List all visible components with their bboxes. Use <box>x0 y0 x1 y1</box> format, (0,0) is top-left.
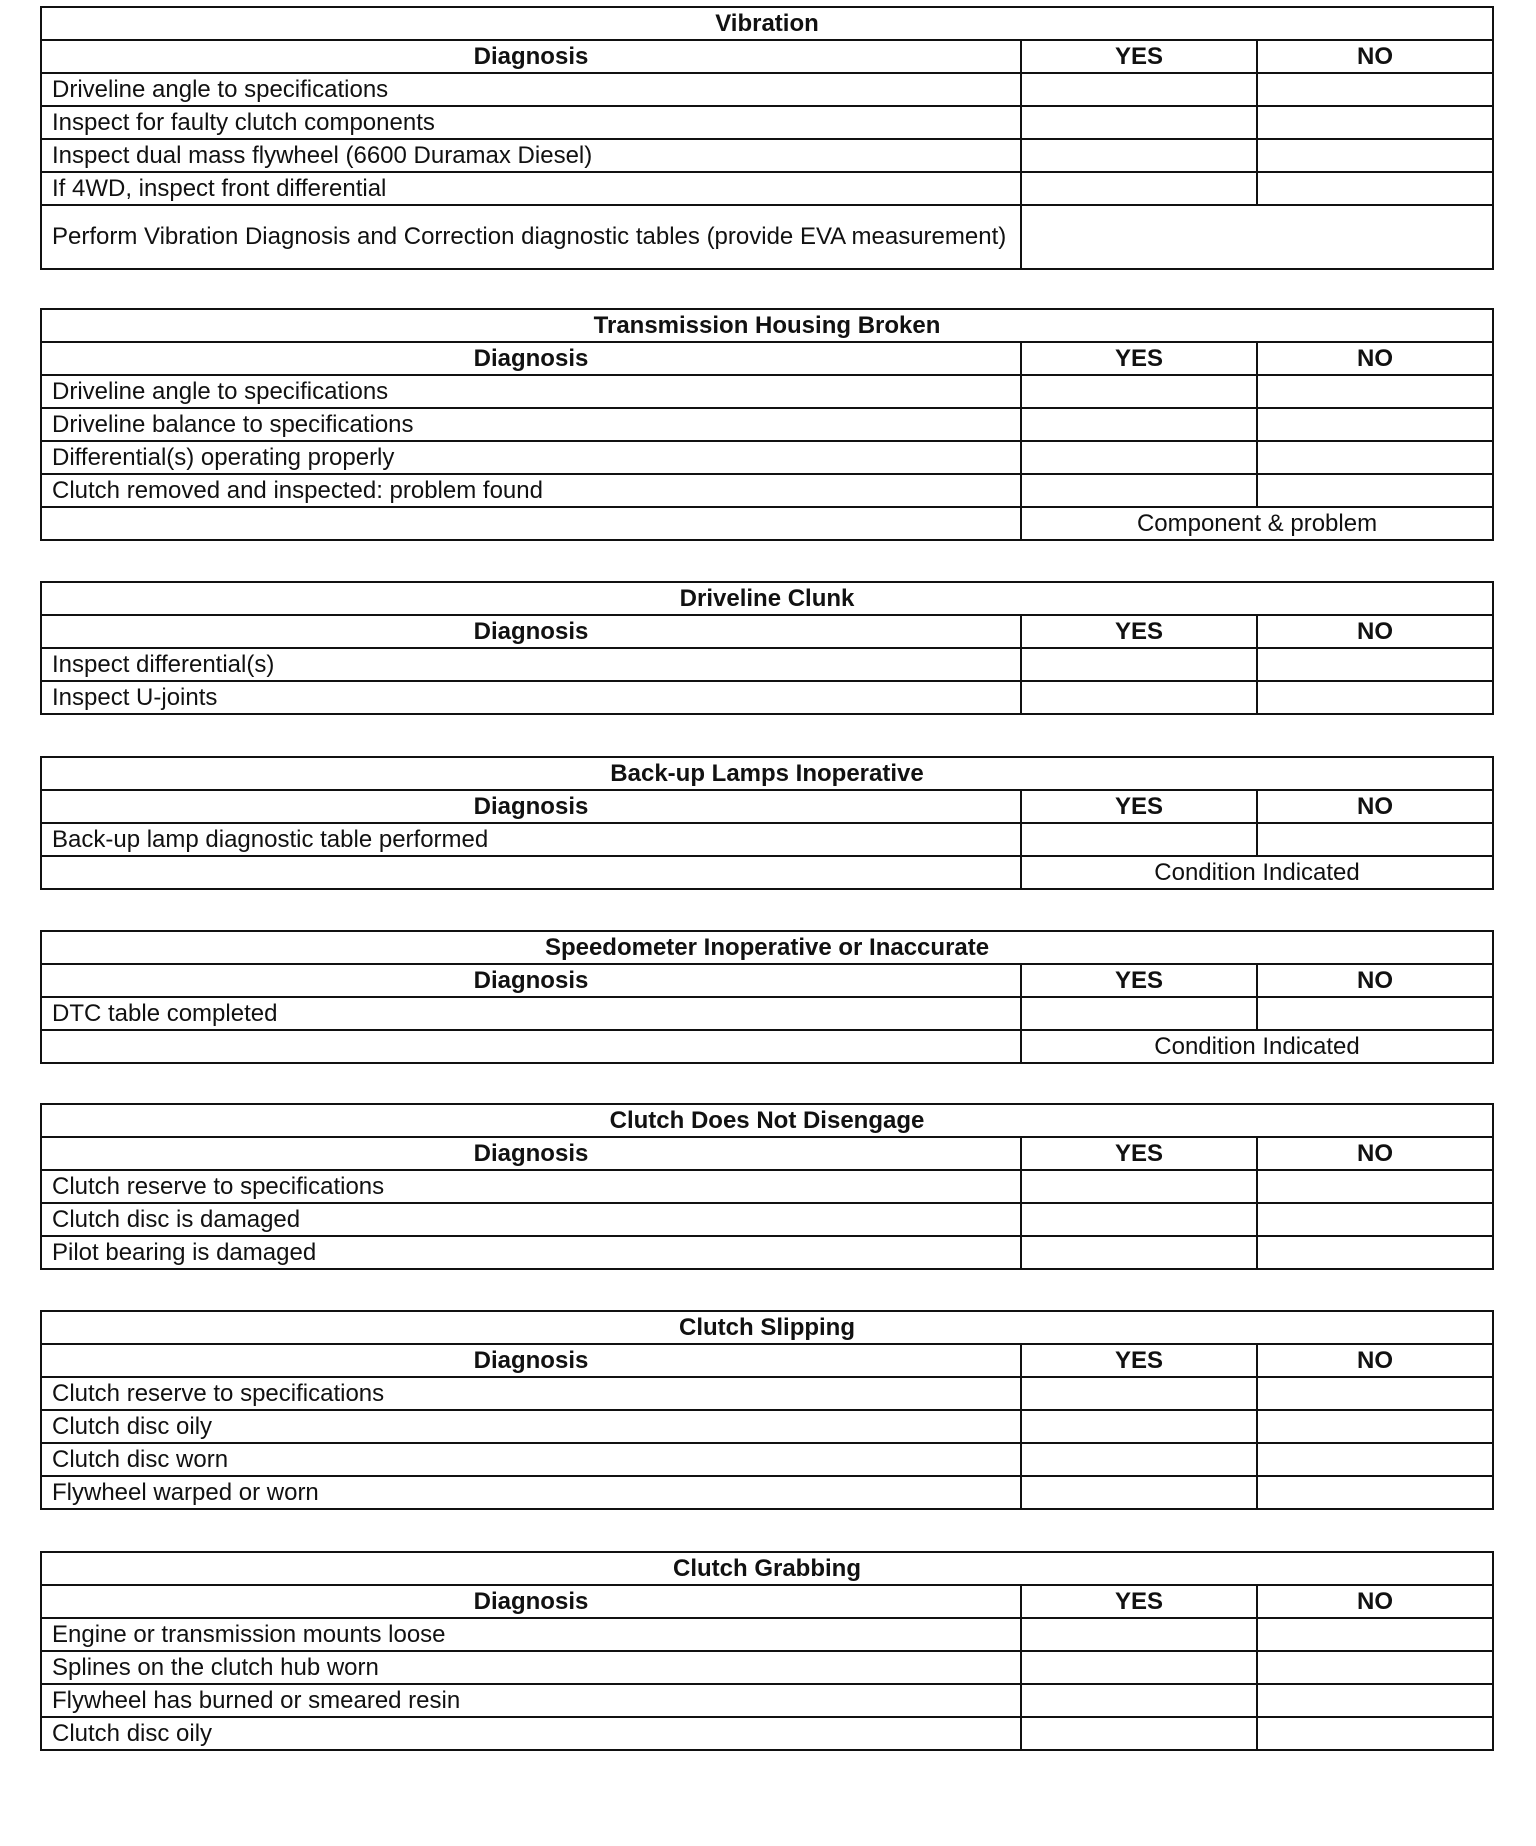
transmission-housing-table <box>40 308 1494 541</box>
condition-entry-field[interactable] <box>41 1030 1021 1063</box>
no-checkbox-cell[interactable] <box>1257 73 1493 106</box>
no-column-header: NO <box>1257 790 1493 823</box>
table-header-row <box>41 1137 1493 1170</box>
clutch-slipping-table <box>40 1310 1494 1510</box>
diagnosis-column-header: Diagnosis <box>41 1137 1021 1170</box>
yes-checkbox-cell[interactable] <box>1021 1684 1257 1717</box>
table-title: Speedometer Inoperative or Inaccurate <box>41 931 1493 964</box>
table-title-row <box>41 7 1493 40</box>
table-row <box>41 1236 1493 1269</box>
table-title-row <box>41 582 1493 615</box>
yes-checkbox-cell[interactable] <box>1021 1203 1257 1236</box>
yes-checkbox-cell[interactable] <box>1021 997 1257 1030</box>
diagnosis-item: Pilot bearing is damaged <box>41 1236 1021 1269</box>
table-row <box>41 1443 1493 1476</box>
no-checkbox-cell[interactable] <box>1257 1651 1493 1684</box>
no-checkbox-cell[interactable] <box>1257 648 1493 681</box>
no-checkbox-cell[interactable] <box>1257 681 1493 714</box>
component-problem-label: Component & problem <box>1021 507 1493 540</box>
diagnosis-item: Inspect differential(s) <box>41 648 1021 681</box>
table-row <box>41 681 1493 714</box>
yes-checkbox-cell[interactable] <box>1021 106 1257 139</box>
table-title-row <box>41 757 1493 790</box>
table-row <box>41 1203 1493 1236</box>
diagnostic-worksheet <box>40 6 1492 1751</box>
no-column-header: NO <box>1257 1344 1493 1377</box>
table-row <box>41 823 1493 856</box>
no-checkbox-cell[interactable] <box>1257 408 1493 441</box>
no-checkbox-cell[interactable] <box>1257 441 1493 474</box>
spacer <box>40 1270 1492 1310</box>
yes-column-header: YES <box>1021 615 1257 648</box>
no-checkbox-cell[interactable] <box>1257 1717 1493 1750</box>
diagnosis-item: If 4WD, inspect front differential <box>41 172 1021 205</box>
table-row <box>41 1170 1493 1203</box>
table-title-row <box>41 1104 1493 1137</box>
no-column-header: NO <box>1257 1137 1493 1170</box>
yes-checkbox-cell[interactable] <box>1021 1618 1257 1651</box>
table-row <box>41 441 1493 474</box>
diagnosis-column-header: Diagnosis <box>41 342 1021 375</box>
speedometer-table <box>40 930 1494 1064</box>
table-title: Back-up Lamps Inoperative <box>41 757 1493 790</box>
condition-indicated-label: Condition Indicated <box>1021 856 1493 889</box>
diagnosis-item: Clutch removed and inspected: problem found <box>41 474 1021 507</box>
yes-checkbox-cell[interactable] <box>1021 1377 1257 1410</box>
yes-checkbox-cell[interactable] <box>1021 441 1257 474</box>
table-row <box>41 205 1493 269</box>
diagnosis-item: Differential(s) operating properly <box>41 441 1021 474</box>
no-checkbox-cell[interactable] <box>1257 1377 1493 1410</box>
no-column-header: NO <box>1257 964 1493 997</box>
diagnosis-item: Clutch disc oily <box>41 1410 1021 1443</box>
table-row <box>41 1030 1493 1063</box>
table-row <box>41 1618 1493 1651</box>
no-checkbox-cell[interactable] <box>1257 474 1493 507</box>
diagnosis-column-header: Diagnosis <box>41 964 1021 997</box>
yes-checkbox-cell[interactable] <box>1021 681 1257 714</box>
table-row <box>41 73 1493 106</box>
yes-checkbox-cell[interactable] <box>1021 1651 1257 1684</box>
yes-checkbox-cell[interactable] <box>1021 648 1257 681</box>
diagnosis-item: Inspect for faulty clutch components <box>41 106 1021 139</box>
diagnosis-column-header: Diagnosis <box>41 615 1021 648</box>
table-row <box>41 375 1493 408</box>
no-checkbox-cell[interactable] <box>1257 823 1493 856</box>
diagnosis-item: Driveline angle to specifications <box>41 73 1021 106</box>
table-row <box>41 507 1493 540</box>
table-row <box>41 172 1493 205</box>
diagnosis-column-header: Diagnosis <box>41 40 1021 73</box>
spacer <box>40 541 1492 581</box>
yes-column-header: YES <box>1021 964 1257 997</box>
clutch-grabbing-table <box>40 1551 1494 1751</box>
no-column-header: NO <box>1257 615 1493 648</box>
yes-checkbox-cell[interactable] <box>1021 823 1257 856</box>
table-title: Clutch Does Not Disengage <box>41 1104 1493 1137</box>
table-row <box>41 1651 1493 1684</box>
table-row <box>41 1476 1493 1509</box>
diagnosis-item: Clutch disc worn <box>41 1443 1021 1476</box>
table-title-row <box>41 309 1493 342</box>
eva-measurement-field[interactable] <box>1021 205 1493 269</box>
table-row <box>41 106 1493 139</box>
table-title: Vibration <box>41 7 1493 40</box>
yes-checkbox-cell[interactable] <box>1021 1410 1257 1443</box>
no-column-header: NO <box>1257 342 1493 375</box>
yes-column-header: YES <box>1021 40 1257 73</box>
table-header-row <box>41 615 1493 648</box>
no-checkbox-cell[interactable] <box>1257 375 1493 408</box>
table-row <box>41 408 1493 441</box>
yes-checkbox-cell[interactable] <box>1021 139 1257 172</box>
diagnosis-item: Flywheel warped or worn <box>41 1476 1021 1509</box>
spacer <box>40 890 1492 930</box>
yes-column-header: YES <box>1021 1344 1257 1377</box>
table-row <box>41 648 1493 681</box>
yes-checkbox-cell[interactable] <box>1021 1717 1257 1750</box>
diagnosis-item: Splines on the clutch hub worn <box>41 1651 1021 1684</box>
diagnosis-column-header: Diagnosis <box>41 1344 1021 1377</box>
table-header-row <box>41 1585 1493 1618</box>
no-checkbox-cell[interactable] <box>1257 1236 1493 1269</box>
yes-checkbox-cell[interactable] <box>1021 408 1257 441</box>
no-checkbox-cell[interactable] <box>1257 1684 1493 1717</box>
no-checkbox-cell[interactable] <box>1257 1170 1493 1203</box>
table-row <box>41 1410 1493 1443</box>
yes-checkbox-cell[interactable] <box>1021 73 1257 106</box>
table-row <box>41 856 1493 889</box>
yes-column-header: YES <box>1021 1137 1257 1170</box>
spacer <box>40 1064 1492 1103</box>
table-row <box>41 1684 1493 1717</box>
no-column-header: NO <box>1257 1585 1493 1618</box>
table-row <box>41 139 1493 172</box>
table-row <box>41 997 1493 1030</box>
diagnosis-item: Flywheel has burned or smeared resin <box>41 1684 1021 1717</box>
table-header-row <box>41 1344 1493 1377</box>
yes-column-header: YES <box>1021 1585 1257 1618</box>
diagnosis-item: Back-up lamp diagnostic table performed <box>41 823 1021 856</box>
diagnosis-item: Engine or transmission mounts loose <box>41 1618 1021 1651</box>
diagnosis-item: Clutch reserve to specifications <box>41 1170 1021 1203</box>
no-checkbox-cell[interactable] <box>1257 139 1493 172</box>
spacer <box>40 715 1492 756</box>
table-row <box>41 1717 1493 1750</box>
spacer <box>40 270 1492 308</box>
diagnosis-item: Driveline angle to specifications <box>41 375 1021 408</box>
yes-checkbox-cell[interactable] <box>1021 474 1257 507</box>
no-checkbox-cell[interactable] <box>1257 1618 1493 1651</box>
yes-checkbox-cell[interactable] <box>1021 1476 1257 1509</box>
diagnosis-column-header: Diagnosis <box>41 790 1021 823</box>
diagnosis-item: Clutch reserve to specifications <box>41 1377 1021 1410</box>
diagnosis-item: Perform Vibration Diagnosis and Correction diagnostic tables (provide EVA measurement) <box>41 205 1021 269</box>
diagnosis-item: Driveline balance to specifications <box>41 408 1021 441</box>
diagnosis-item: Inspect U-joints <box>41 681 1021 714</box>
no-checkbox-cell[interactable] <box>1257 172 1493 205</box>
table-title: Clutch Slipping <box>41 1311 1493 1344</box>
no-checkbox-cell[interactable] <box>1257 1476 1493 1509</box>
table-title-row <box>41 931 1493 964</box>
no-column-header: NO <box>1257 40 1493 73</box>
backup-lamps-table <box>40 756 1494 890</box>
yes-checkbox-cell[interactable] <box>1021 172 1257 205</box>
driveline-clunk-table <box>40 581 1494 715</box>
table-title: Clutch Grabbing <box>41 1552 1493 1585</box>
yes-column-header: YES <box>1021 790 1257 823</box>
diagnosis-item: Clutch disc oily <box>41 1717 1021 1750</box>
yes-column-header: YES <box>1021 342 1257 375</box>
yes-checkbox-cell[interactable] <box>1021 1236 1257 1269</box>
vibration-table <box>40 6 1494 270</box>
condition-entry-field[interactable] <box>41 856 1021 889</box>
spacer <box>40 1510 1492 1551</box>
yes-checkbox-cell[interactable] <box>1021 375 1257 408</box>
no-checkbox-cell[interactable] <box>1257 106 1493 139</box>
yes-checkbox-cell[interactable] <box>1021 1170 1257 1203</box>
condition-indicated-label: Condition Indicated <box>1021 1030 1493 1063</box>
table-title: Transmission Housing Broken <box>41 309 1493 342</box>
clutch-not-disengage-table <box>40 1103 1494 1270</box>
table-header-row <box>41 790 1493 823</box>
yes-checkbox-cell[interactable] <box>1021 1443 1257 1476</box>
no-checkbox-cell[interactable] <box>1257 1443 1493 1476</box>
table-row <box>41 1377 1493 1410</box>
diagnosis-item: DTC table completed <box>41 997 1021 1030</box>
table-row <box>41 474 1493 507</box>
table-header-row <box>41 964 1493 997</box>
diagnosis-column-header: Diagnosis <box>41 1585 1021 1618</box>
no-checkbox-cell[interactable] <box>1257 1410 1493 1443</box>
component-problem-entry-field[interactable] <box>41 507 1021 540</box>
table-header-row <box>41 342 1493 375</box>
table-title-row <box>41 1552 1493 1585</box>
table-title: Driveline Clunk <box>41 582 1493 615</box>
no-checkbox-cell[interactable] <box>1257 997 1493 1030</box>
table-header-row <box>41 40 1493 73</box>
diagnosis-item: Clutch disc is damaged <box>41 1203 1021 1236</box>
table-title-row <box>41 1311 1493 1344</box>
no-checkbox-cell[interactable] <box>1257 1203 1493 1236</box>
diagnosis-item: Inspect dual mass flywheel (6600 Duramax Diesel) <box>41 139 1021 172</box>
